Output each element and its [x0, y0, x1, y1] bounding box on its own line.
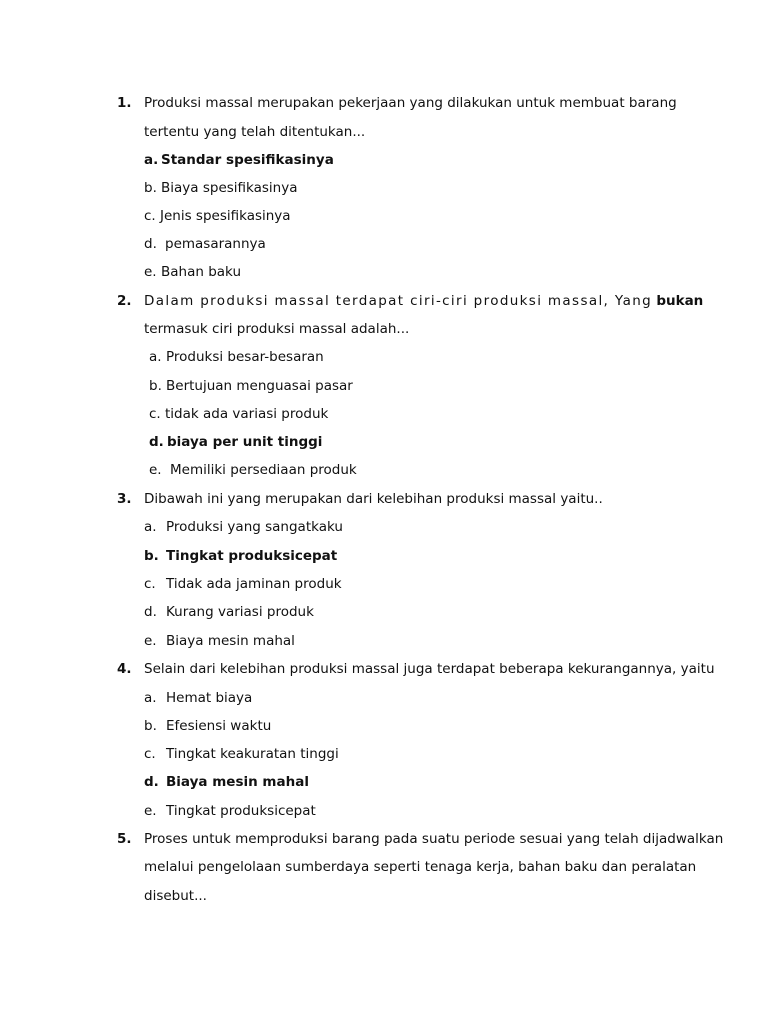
question-text-line: tertentu yang telah ditentukan...	[144, 124, 366, 140]
option-text: Biaya mesin mahal	[166, 633, 295, 649]
option-text: Tidak ada jaminan produk	[166, 576, 342, 592]
option-letter: e.	[144, 633, 157, 649]
option-letter: c.	[144, 208, 156, 224]
option-text: Standar spesifikasinya	[161, 152, 334, 168]
question-number: 3.	[117, 491, 132, 507]
option-c	[144, 745, 339, 763]
option-letter: a.	[149, 349, 162, 365]
option-b	[144, 717, 271, 735]
option-b	[144, 179, 298, 197]
option-a	[144, 518, 343, 536]
option-text: Tingkat produksicepat	[166, 803, 316, 819]
option-text: Tingkat keakuratan tinggi	[166, 746, 339, 762]
option-d	[144, 235, 266, 253]
option-a	[144, 689, 252, 707]
option-b	[149, 377, 353, 395]
option-text: Biaya mesin mahal	[166, 774, 309, 790]
option-c	[144, 575, 342, 593]
question-number: 1.	[117, 95, 132, 111]
option-letter: d.	[144, 604, 157, 620]
option-c	[144, 207, 291, 225]
option-d	[149, 433, 322, 451]
option-letter: b.	[144, 180, 157, 196]
option-b	[144, 547, 337, 565]
option-letter: c.	[149, 406, 161, 422]
option-text: Memiliki persediaan produk	[170, 462, 357, 478]
option-letter: d.	[144, 236, 157, 252]
question-text-line: Dibawah ini yang merupakan dari kelebihan produksi massal yaitu..	[144, 491, 603, 507]
option-letter: c.	[144, 576, 156, 592]
option-text: pemasarannya	[165, 236, 266, 252]
question-number: 2.	[117, 293, 132, 309]
question-text-line: termasuk ciri produksi massal adalah...	[144, 321, 410, 337]
option-text: Produksi yang sangatkaku	[166, 519, 343, 535]
option-letter: b.	[144, 548, 159, 564]
option-d	[144, 773, 309, 791]
question-text-line: Proses untuk memproduksi barang pada suatu periode sesuai yang telah dijadwalkan	[144, 831, 724, 847]
option-text: Bahan baku	[161, 264, 242, 280]
option-c	[149, 405, 328, 423]
option-letter: b.	[144, 718, 157, 734]
option-text: Produksi besar-besaran	[166, 349, 324, 365]
question-text: Dalam produksi massal terdapat ciri-ciri produksi massal, Yang	[144, 293, 653, 309]
option-a	[144, 151, 334, 169]
option-letter: d.	[144, 774, 159, 790]
question-text-line: disebut...	[144, 888, 207, 904]
option-letter: d.	[149, 434, 164, 450]
question-text-line: Selain dari kelebihan produksi massal juga terdapat beberapa kekurangannya, yaitu	[144, 661, 715, 677]
option-text: Hemat biaya	[166, 690, 253, 706]
emphasis-word: bukan	[656, 293, 704, 309]
option-e	[144, 632, 295, 650]
option-e	[144, 802, 316, 820]
option-text: Kurang variasi produk	[166, 604, 314, 620]
option-e	[144, 263, 241, 281]
option-d	[144, 603, 314, 621]
option-text: Jenis spesifikasinya	[160, 208, 291, 224]
option-e	[149, 461, 357, 479]
option-a	[149, 348, 324, 366]
question-text-line	[144, 292, 703, 310]
question-text-line: melalui pengelolaan sumberdaya seperti tenaga kerja, bahan baku dan peralatan	[144, 859, 697, 875]
option-letter: a.	[144, 690, 157, 706]
option-text: tidak ada variasi produk	[165, 406, 329, 422]
question-number: 5.	[117, 831, 132, 847]
option-letter: e.	[144, 264, 157, 280]
option-text: Biaya spesifikasinya	[161, 180, 298, 196]
option-text: biaya per unit tinggi	[167, 434, 323, 450]
option-letter: e.	[149, 462, 162, 478]
option-text: Efesiensi waktu	[166, 718, 272, 734]
question-text-line: Produksi massal merupakan pekerjaan yang dilakukan untuk membuat barang	[144, 95, 677, 111]
option-letter: e.	[144, 803, 157, 819]
option-letter: c.	[144, 746, 156, 762]
option-letter: a.	[144, 152, 159, 168]
option-text: Bertujuan menguasai pasar	[166, 378, 353, 394]
question-number: 4.	[117, 661, 132, 677]
option-text: Tingkat produksicepat	[166, 548, 338, 564]
option-letter: b.	[149, 378, 162, 394]
option-letter: a.	[144, 519, 157, 535]
